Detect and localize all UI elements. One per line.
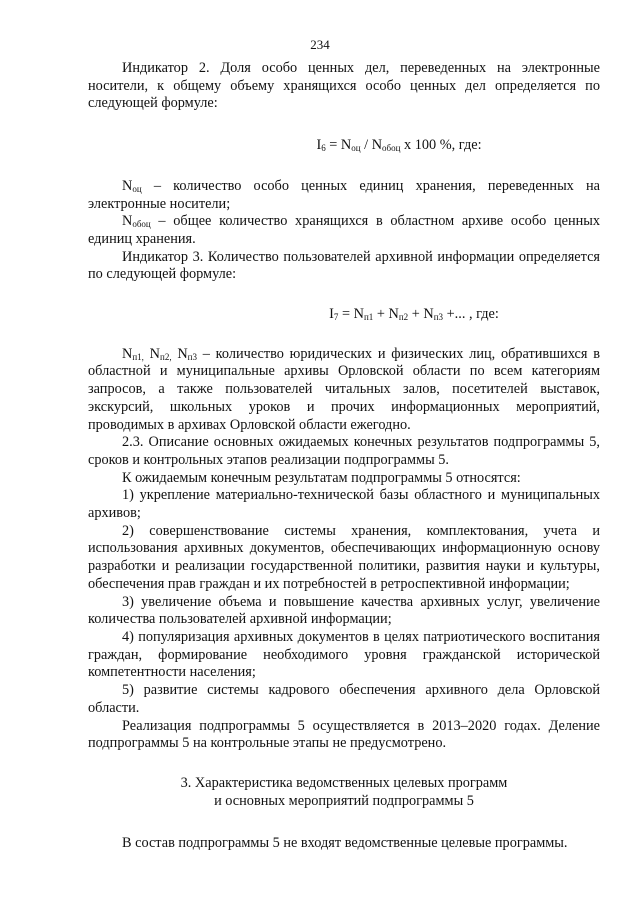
formula-subscript: п1 [363, 312, 374, 323]
formula-symbol: I [316, 137, 322, 154]
definition-subscript: оц [132, 183, 142, 194]
page-number: 234 [310, 37, 330, 52]
definition-symbol: N [171, 345, 188, 362]
formula-subscript: п2 [398, 312, 409, 323]
formula-subscript: обоц [382, 143, 401, 154]
formula-symbol: + N [408, 306, 434, 323]
section-3-heading [88, 775, 600, 810]
definition-noc [88, 178, 600, 213]
section-3-heading-line2: и основных мероприятий подпрограммы 5 [214, 792, 474, 809]
implementation-text: Реализация подпрограммы 5 осуществляется в 2013–2020 годах. Деление подпрограммы 5 на контрольные этапы не предусмотрено. [88, 717, 600, 752]
formula-subscript: 7 [333, 312, 339, 323]
indicator2-intro: Индикатор 2. Доля особо ценных дел, переведенных на электронные носители, к общему объему хранящихся особо ценных дел определяется по следующей формуле: [88, 60, 600, 112]
formula-tail: x 100 %, где: [400, 137, 482, 154]
formula-symbol: = N [325, 137, 352, 154]
definition-noboc [88, 213, 600, 248]
definition-subscript: п1, [132, 351, 144, 362]
definition-symbol: N [122, 177, 133, 194]
formula-subscript: п3 [433, 312, 444, 323]
indicator3-intro: Индикатор 3. Количество пользователей архивной информации определяется по следующей формуле: [88, 248, 600, 283]
result-item-5: 5) развитие системы кадрового обеспечения архивного дела Орловской области. [88, 682, 600, 716]
definition-symbol: N [122, 345, 133, 362]
results-intro: К ожидаемым конечным результатам подпрограммы 5 относятся: [122, 469, 521, 486]
result-item-4: 4) популяризация архивных документов в целях патриотического воспитания граждан, формирование необходимого уровня гражданской исторической компетентности населения; [88, 628, 600, 681]
final-paragraph: В состав подпрограммы 5 не входят ведомственные целевые программы. [122, 835, 568, 852]
definition-symbol: N [143, 345, 160, 362]
formula-symbol: + N [373, 306, 399, 323]
formula-subscript: 6 [321, 143, 326, 154]
definition-text: – количество юридических и физических лиц, обратившихся в областной и муниципальные архивы Орловской области по всем категориям запросов, а также пользователей читальных залов, посетителей выставок, экскурсий, школьных уроков и прочих информационных мероприятий, проводимых в архивах Орловской области ежегодно. [88, 345, 600, 433]
definition-symbol: N [122, 213, 133, 230]
formula-indicator2 [198, 137, 600, 155]
result-item-2: 2) совершенствование системы хранения, комплектования, учета и использования архивных документов, обеспечивающих информационную основу разработки и реализации государственной политики, развития науки и культуры, обеспечения прав граждан и их потребностей в ретроспективной информации; [88, 522, 600, 592]
formula-symbol: I [329, 306, 334, 323]
definition-text: – общее количество хранящихся в областном архиве особо ценных единиц хранения. [88, 213, 600, 247]
definition-subscript: п2, [160, 351, 172, 362]
formula-symbol: / N [360, 137, 383, 154]
result-item-3: 3) увеличение объема и повышение качества архивных услуг, увеличение количества пользователей архивной информации; [88, 593, 600, 628]
definition-np [88, 346, 600, 435]
formula-symbol: = N [338, 306, 364, 323]
definition-subscript: п3 [187, 351, 197, 362]
formula-subscript: оц [351, 143, 361, 154]
page-content [88, 60, 600, 853]
section-3-heading-line1: 3. Характеристика ведомственных целевых программ [180, 774, 508, 791]
formula-indicator3 [228, 306, 600, 324]
formula-tail: +... , где: [443, 306, 499, 323]
definition-subscript: обоц [132, 219, 151, 230]
section-2-3-heading: 2.3. Описание основных ожидаемых конечных результатов подпрограммы 5, сроков и контрольных этапов реализации подпрограммы 5. [88, 434, 600, 468]
result-item-1: 1) укрепление материально-технической базы областного и муниципальных архивов; [88, 487, 600, 522]
definition-text: – количество особо ценных единиц хранения, переведенных на электронные носители; [88, 177, 600, 212]
